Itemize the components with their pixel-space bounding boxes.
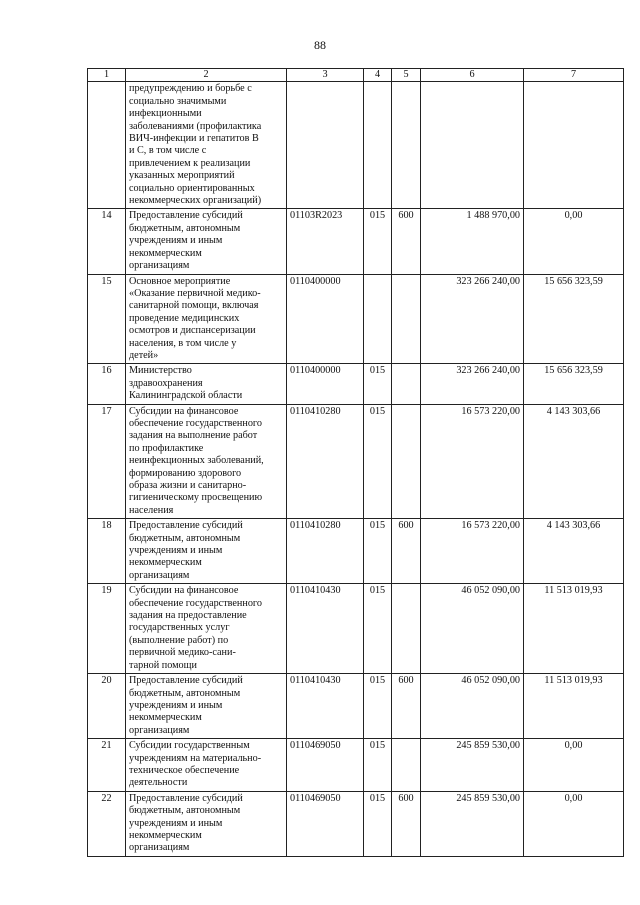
ministry-code: 015 xyxy=(364,209,392,274)
ministry-code: 015 xyxy=(364,584,392,674)
row-number: 22 xyxy=(88,791,126,856)
row-name: Субсидии государственным учреждениям на материально- техническое обеспечение деятельности xyxy=(126,739,287,792)
expense-type: 600 xyxy=(392,791,421,856)
amount-planned: 323 266 240,00 xyxy=(421,364,524,404)
expense-type: 600 xyxy=(392,209,421,274)
table-row xyxy=(88,739,624,792)
row-name: предупреждению и борьбе с социально значимыми инфекционными заболеваниями (профилактика ВИЧ-инфекции и гепатитов В и С, в том числе с привлечением к реализации указанных мероприятий социально ориентированных некоммерческих организаций) xyxy=(126,82,287,209)
expense-type xyxy=(392,82,421,209)
row-number: 20 xyxy=(88,674,126,739)
target-code: 01103R2023 xyxy=(287,209,364,274)
row-number: 17 xyxy=(88,404,126,519)
expense-type xyxy=(392,739,421,792)
target-code: 0110410280 xyxy=(287,519,364,584)
table-row xyxy=(88,674,624,739)
column-header: 7 xyxy=(524,69,624,82)
row-name: Предоставление субсидий бюджетным, автономным учреждениям и иным некоммерческим организациям xyxy=(126,674,287,739)
amount-planned: 46 052 090,00 xyxy=(421,674,524,739)
row-name: Субсидии на финансовое обеспечение государственного задания на предоставление государственных услуг (выполнение работ) по первичной медико-сани- тарной помощи xyxy=(126,584,287,674)
amount-planned: 245 859 530,00 xyxy=(421,739,524,792)
ministry-code: 015 xyxy=(364,739,392,792)
row-name: Основное мероприятие «Оказание первичной медико- санитарной помощи, включая проведение медицинских осмотров и диспансеризации населения, в том числе у детей» xyxy=(126,274,287,364)
row-number: 21 xyxy=(88,739,126,792)
amount-executed: 0,00 xyxy=(524,209,624,274)
target-code: 0110400000 xyxy=(287,274,364,364)
row-number: 15 xyxy=(88,274,126,364)
amount-planned: 1 488 970,00 xyxy=(421,209,524,274)
column-header: 4 xyxy=(364,69,392,82)
amount-executed: 4 143 303,66 xyxy=(524,519,624,584)
target-code: 0110469050 xyxy=(287,739,364,792)
ministry-code xyxy=(364,274,392,364)
budget-table xyxy=(87,68,624,857)
table-row xyxy=(88,584,624,674)
expense-type xyxy=(392,584,421,674)
target-code: 0110410430 xyxy=(287,584,364,674)
amount-executed: 11 513 019,93 xyxy=(524,584,624,674)
amount-planned: 46 052 090,00 xyxy=(421,584,524,674)
table-row xyxy=(88,364,624,404)
column-header: 2 xyxy=(126,69,287,82)
ministry-code: 015 xyxy=(364,519,392,584)
ministry-code: 015 xyxy=(364,791,392,856)
target-code: 0110400000 xyxy=(287,364,364,404)
target-code xyxy=(287,82,364,209)
row-number: 14 xyxy=(88,209,126,274)
table-row xyxy=(88,274,624,364)
ministry-code: 015 xyxy=(364,674,392,739)
column-header: 1 xyxy=(88,69,126,82)
expense-type xyxy=(392,404,421,519)
page-number: 88 xyxy=(314,38,326,52)
amount-executed: 4 143 303,66 xyxy=(524,404,624,519)
table-header-row xyxy=(88,69,624,82)
row-number: 19 xyxy=(88,584,126,674)
row-name: Предоставление субсидий бюджетным, автономным учреждениям и иным некоммерческим организациям xyxy=(126,519,287,584)
target-code: 0110410280 xyxy=(287,404,364,519)
amount-planned: 16 573 220,00 xyxy=(421,519,524,584)
ministry-code xyxy=(364,82,392,209)
table-row xyxy=(88,519,624,584)
expense-type xyxy=(392,274,421,364)
amount-executed: 11 513 019,93 xyxy=(524,674,624,739)
row-name: Министерство здравоохранения Калининградской области xyxy=(126,364,287,404)
table-row xyxy=(88,82,624,209)
row-number: 16 xyxy=(88,364,126,404)
column-header: 3 xyxy=(287,69,364,82)
amount-executed: 15 656 323,59 xyxy=(524,364,624,404)
column-header: 5 xyxy=(392,69,421,82)
expense-type xyxy=(392,364,421,404)
table-row xyxy=(88,404,624,519)
expense-type: 600 xyxy=(392,519,421,584)
row-name: Предоставление субсидий бюджетным, автономным учреждениям и иным некоммерческим организациям xyxy=(126,791,287,856)
amount-planned: 323 266 240,00 xyxy=(421,274,524,364)
amount-executed: 0,00 xyxy=(524,791,624,856)
amount-executed: 0,00 xyxy=(524,739,624,792)
table-row xyxy=(88,209,624,274)
ministry-code: 015 xyxy=(364,364,392,404)
target-code: 0110469050 xyxy=(287,791,364,856)
amount-executed xyxy=(524,82,624,209)
column-header: 6 xyxy=(421,69,524,82)
target-code: 0110410430 xyxy=(287,674,364,739)
row-number xyxy=(88,82,126,209)
expense-type: 600 xyxy=(392,674,421,739)
amount-planned: 16 573 220,00 xyxy=(421,404,524,519)
amount-planned xyxy=(421,82,524,209)
amount-planned: 245 859 530,00 xyxy=(421,791,524,856)
row-name: Предоставление субсидий бюджетным, автономным учреждениям и иным некоммерческим организациям xyxy=(126,209,287,274)
table-row xyxy=(88,791,624,856)
row-name: Субсидии на финансовое обеспечение государственного задания на выполнение работ по профилактике неинфекционных заболеваний, формированию здорового образа жизни и санитарно- гигиеническому просвещению населения xyxy=(126,404,287,519)
ministry-code: 015 xyxy=(364,404,392,519)
row-number: 18 xyxy=(88,519,126,584)
amount-executed: 15 656 323,59 xyxy=(524,274,624,364)
